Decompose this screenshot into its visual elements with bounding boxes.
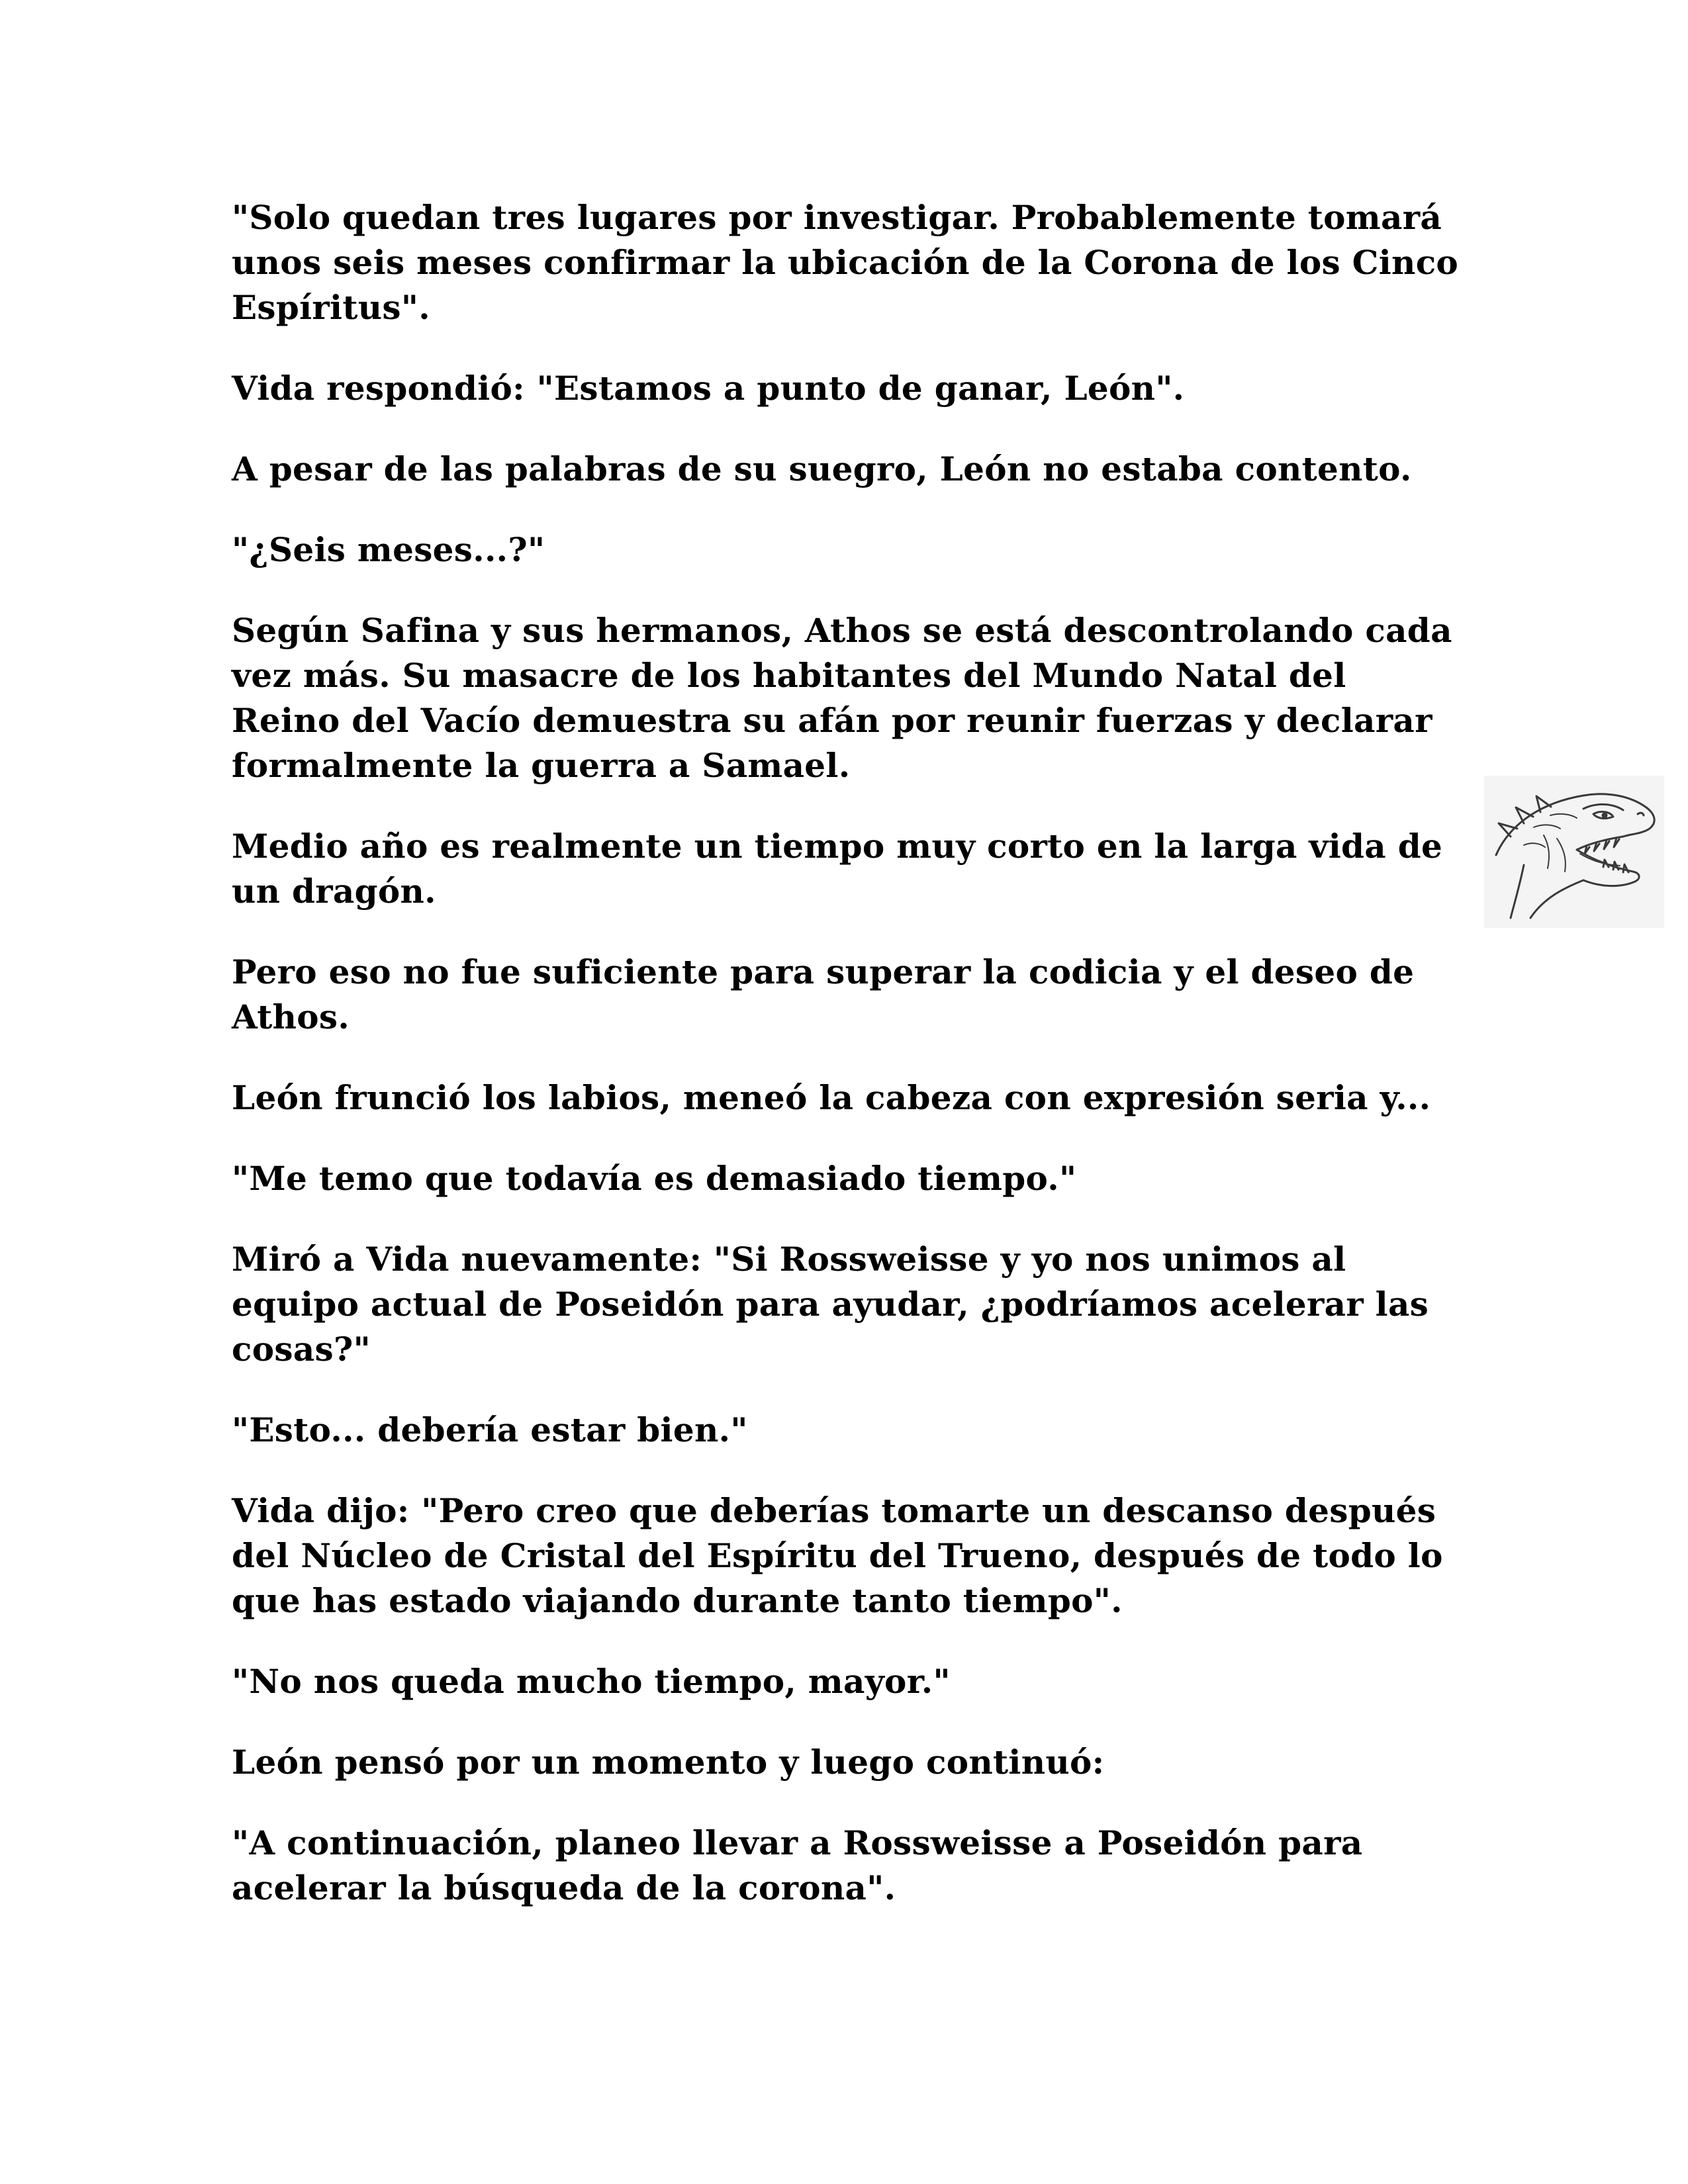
paragraph-7: Pero eso no fue suficiente para superar la codicia y el deseo de Athos. (232, 952, 1415, 1036)
paragraph-2: Vida respondió: "Estamos a punto de ganar, León". (232, 369, 1185, 408)
paragraph-14: León pensó por un momento y luego continuó: (232, 1743, 1105, 1782)
paragraph-8: León frunció los labios, meneó la cabeza con expresión seria y... (232, 1078, 1431, 1117)
document-body (232, 195, 1463, 1946)
paragraph-3: A pesar de las palabras de su suegro, León no estaba contento. (232, 449, 1412, 488)
paragraph-1: "Solo quedan tres lugares por investigar. Probablemente tomará unos seis meses confirmar la ubicación de la Corona de los Cinco Espíritus". (232, 198, 1459, 327)
dragon-head-sketch-icon (1484, 776, 1664, 928)
paragraph-13: "No nos queda mucho tiempo, mayor." (232, 1662, 951, 1701)
dragon-logo (1484, 776, 1664, 928)
paragraph-11: "Esto... debería estar bien." (232, 1410, 748, 1449)
paragraph-12: Vida dijo: "Pero creo que deberías tomarte un descanso después del Núcleo de Cristal del Espíritu del Trueno, después de todo lo que has estado viajando durante tanto tiempo". (232, 1491, 1443, 1620)
paragraph-15: "A continuación, planeo llevar a Rossweisse a Poseidón para acelerar la búsqueda de la corona". (232, 1823, 1363, 1907)
paragraph-4: "¿Seis meses...?" (232, 530, 545, 569)
paragraph-6: Medio año es realmente un tiempo muy corto en la larga vida de un dragón. (232, 827, 1443, 911)
paragraph-10: Miró a Vida nuevamente: "Si Rossweisse y yo nos unimos al equipo actual de Poseidón para ayudar, ¿podríamos acelerar las cosas?" (232, 1240, 1429, 1369)
paragraph-9: "Me temo que todavía es demasiado tiempo." (232, 1159, 1077, 1198)
paragraph-5: Según Safina y sus hermanos, Athos se está descontrolando cada vez más. Su masacre de los habitantes del Mundo Natal del Reino del Vacío demuestra su afán por reunir fuerzas y declarar formalmente la guerra a Samael. (232, 611, 1452, 785)
